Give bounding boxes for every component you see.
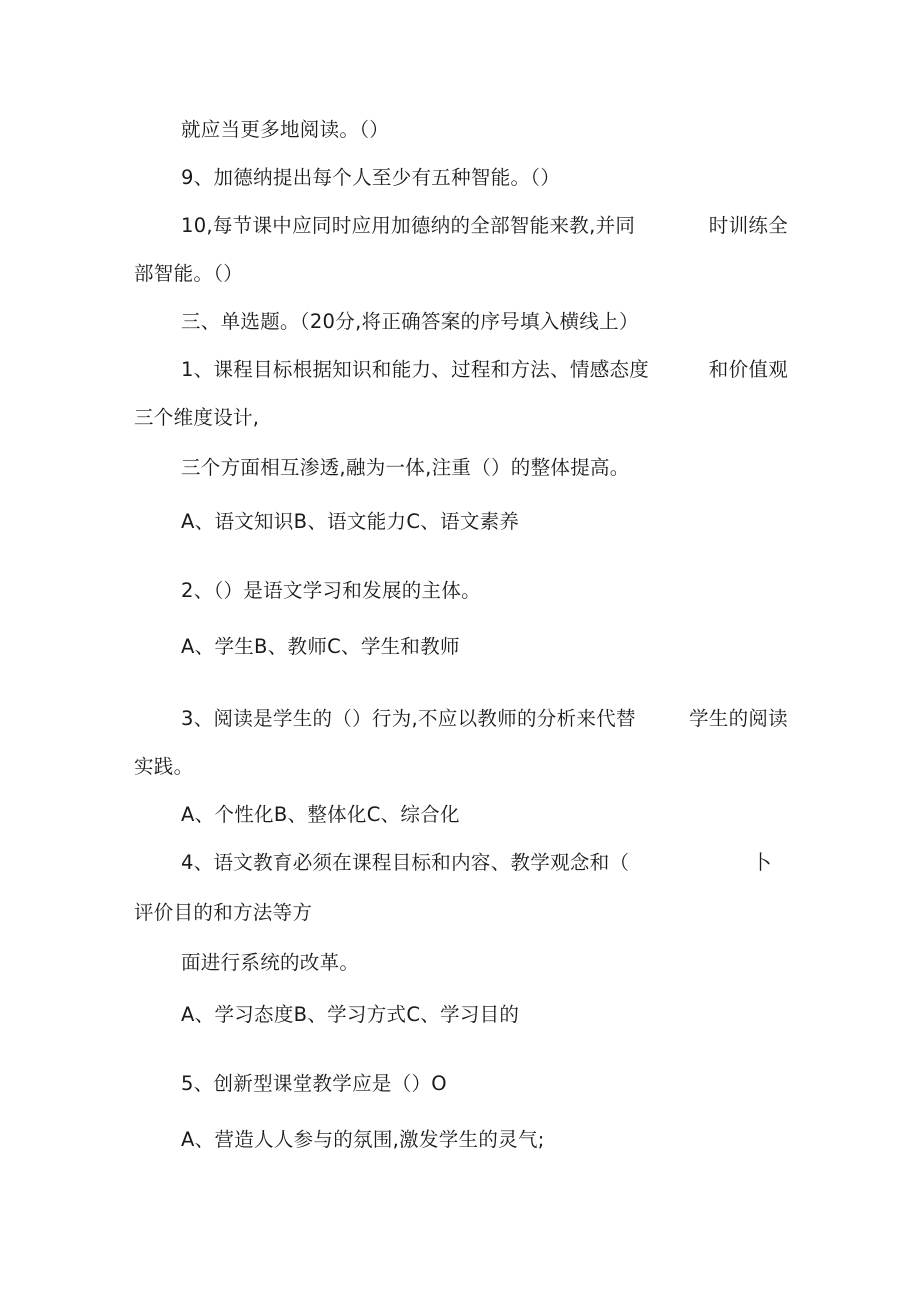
question-1-text-end: 和价值观	[708, 358, 788, 381]
true-false-question-10	[181, 213, 788, 239]
text-line: 部智能。（）	[134, 262, 244, 285]
answer-options-1: A、语文知识B、语文能力C、语文素养	[181, 510, 520, 533]
answer-options-2: A、学生B、教师C、学生和教师	[181, 635, 460, 658]
question-10-text-end: 时训练全	[708, 214, 788, 237]
choice-question-1	[181, 357, 788, 383]
question-3-text: 3、阅读是学生的（）行为,不应以教师的分析来代替	[181, 707, 636, 730]
stray-mark: 卜	[752, 851, 772, 874]
text-line: 面进行系统的改革。	[181, 951, 360, 974]
text-line: 实践。	[134, 755, 194, 778]
choice-question-3	[181, 706, 788, 732]
question-3-text-end: 学生的阅读	[688, 707, 788, 730]
question-10-text: 10,每节课中应同时应用加德纳的全部智能来教,并同	[181, 214, 636, 237]
answer-option-a: A、营造人人参与的氛围,激发学生的灵气;	[181, 1128, 545, 1151]
answer-options-3: A、个性化B、整体化C、综合化	[181, 803, 460, 826]
text-line: 三个维度设计,	[134, 406, 260, 429]
text-line: 就应当更多地阅读。（）	[181, 118, 390, 141]
true-false-question-9: 9、加德纳提出每个人至少有五种智能。（）	[181, 166, 561, 189]
text-line: 三个方面相互渗透,融为一体,注重（）的整体提高。	[181, 456, 630, 479]
question-1-text: 1、课程目标根据知识和能力、过程和方法、情感态度	[181, 358, 650, 381]
choice-question-2: 2、（）是语文学习和发展的主体。	[181, 579, 481, 602]
section-heading: 三、单选题。（20分,将正确答案的序号填入横线上）	[181, 310, 639, 333]
text-line: 评价目的和方法等方	[134, 901, 313, 924]
answer-options-4: A、学习态度B、学习方式C、学习目的	[181, 1003, 520, 1026]
choice-question-4: 4、语文教育必须在课程目标和内容、教学观念和（	[181, 851, 630, 874]
choice-question-5: 5、创新型课堂教学应是（）O	[181, 1072, 447, 1095]
